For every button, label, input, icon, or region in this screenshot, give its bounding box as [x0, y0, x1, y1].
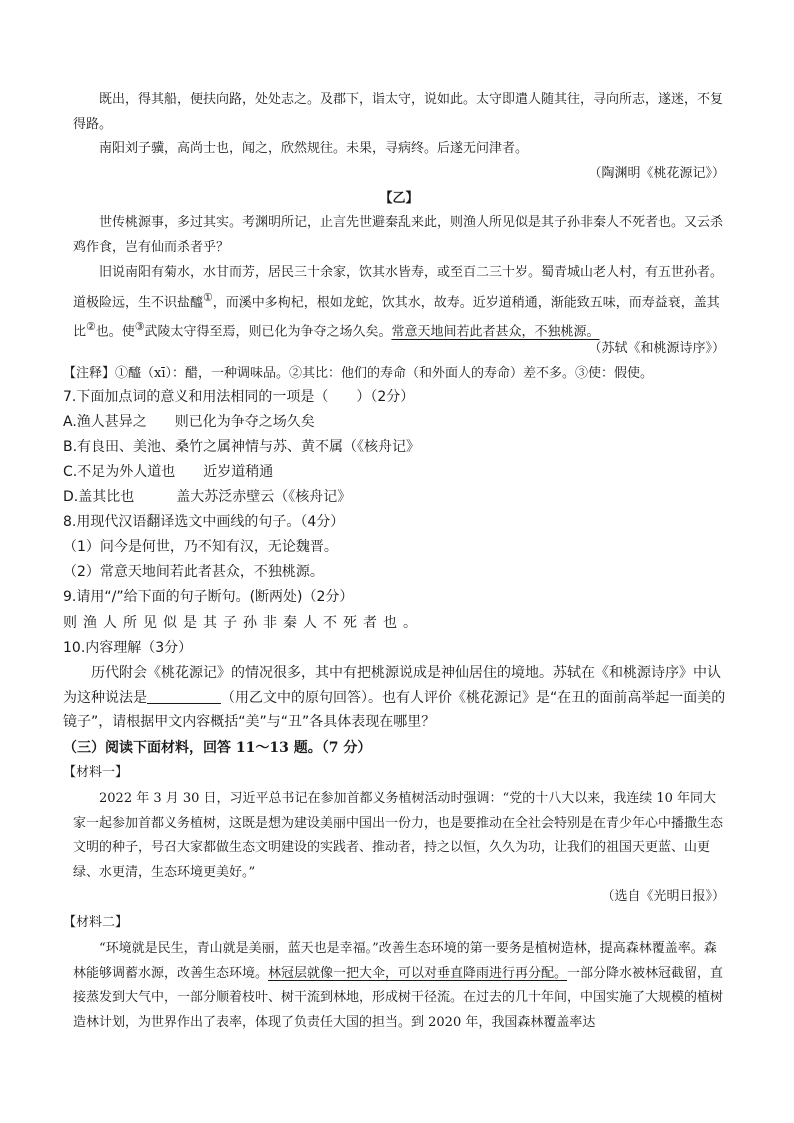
note-mark-2: ② — [86, 320, 96, 334]
material2-text — [73, 937, 725, 1035]
material2-text-part-a: “环境就是民生，青山就是美丽，蓝天也是幸福。”改善生态环境的第一要务是植树造林，提高森林覆盖率。森林能够调蓄水源，改善生态环境。 — [73, 941, 717, 981]
q10-stem: 10.内容理解（3分） — [63, 640, 193, 656]
note-mark-3: ③ — [134, 320, 145, 334]
q7-option-b: B.有良田、美池、桑竹之属神情与苏、黄不属（《核舟记》 — [63, 439, 421, 455]
q7-option-c: C.不足为外人道也 近岁道稍通 — [63, 464, 274, 480]
q7-stem: 7.下面加点词的意义和用法相同的一项是（ ）（2分） — [63, 389, 415, 405]
material1-label: 【材料一】 — [63, 765, 129, 780]
yi-paragraph-2 — [73, 261, 725, 345]
yi-para2-part-a: 旧说南阳有菊水，水甘而芳，居民三十余家，饮其水皆寿，或至百二三十岁。蜀青城山老人村，有五世孙者。道极险远，生不识盐醯 — [73, 265, 724, 310]
q10-body-part-a: 历代附会《桃花源记》的情况很多，其中有把桃源说成是神仙居住的境地。苏轼在《和桃源诗序》中认为这种说法是 — [63, 665, 721, 706]
q7-option-a: A.渔人甚异之 则已化为争夺之场久矣 — [63, 414, 315, 430]
note-mark-1: ① — [203, 290, 213, 304]
material2-text-part-b: 一部分降水被林冠截留，直接蒸发到大气中，一部分顺着枝叶、树干流到林地，形成树干径流。在过去的几十年间，中国实施了大规模的植树造林计划，为世界作出了表率，体现了负责任大国的担当。到 2020 年，我国森林覆盖率达 — [73, 965, 724, 1030]
yi-para2-part-c: 也。使 — [95, 324, 135, 340]
material2-label: 【材料二】 — [63, 915, 129, 930]
yi-underlined-sentence: 常意天地间若此者甚众，不独桃源。 — [391, 324, 600, 340]
q8-stem: 8.用现代汉语翻译选文中画线的句子。（4分） — [63, 514, 345, 530]
q10-answer-blank[interactable] — [147, 689, 221, 704]
yi-para2-part-d: 武陵太守得至焉，则已化为争夺之场久矣。 — [144, 324, 392, 340]
q9-sentence: 则渔人所见似是其子孙非秦人不死者也。 — [63, 615, 423, 631]
annotation-line: 【注释】①醯（xī）：醋，一种调味品。②其比：他们的寿命（和外面人的寿命）差不多。③使：假使。 — [63, 366, 653, 381]
q9-stem: 9.请用“/”给下面的句子断句。(断两处)（2分） — [63, 589, 354, 605]
yi-heading: 【乙】 — [379, 191, 419, 206]
material2-underlined-sentence: 林冠层就像一把大伞，可以对垂直降雨进行再分配。 — [268, 965, 568, 981]
yi-para2-part-b: ，而溪中多枸杞，根如龙蛇，饮其水，故寿。近岁道稍通，渐能致五味，而寿益衰，盖其比 — [73, 294, 720, 340]
material1-text: 2022 年 3 月 30 日，习近平总书记在参加首都义务植树活动时强调：“党的十八大以来，我连续 10 年同大家一起参加首都义务植树，这既是想为建设美丽中国出一份力，也是要推动在全社会特别是在青少年心中播撒生态文明的种子，号召大家都做生态文明建设的实践者、推动者，持之以恒，久久为功，让我们的祖国天更蓝、山更绿、水更清，生态环境更美好。” — [73, 791, 724, 880]
q7-option-d: D.盖其比也 盖大苏泛赤壁云（《核舟记》 — [63, 489, 352, 505]
q10-body-part-b: （用乙文中的原句回答）。也有人评价《桃花源记》是“在丑的面前高举起一面美的镜子”，请根据甲文内容概括“美”与“丑”各具体表现在哪里？ — [63, 689, 726, 730]
q10-body — [63, 661, 731, 735]
q8-item-2: （2）常意天地间若此者甚众，不独桃源。 — [63, 564, 324, 580]
jia-paragraph-2: 南阳刘子骥，高尚士也，闻之，欣然规往。未果，寻病终。后遂无问津者。 — [99, 141, 529, 156]
material1-source: （选自《光明日报》） — [601, 889, 725, 904]
yi-source: （苏轼《和桃源诗序》） — [588, 341, 725, 356]
yi-paragraph-1: 世传桃源事，多过其实。考渊明所记，止言先世避秦乱来此，则渔人所见似是其子孙非秦人不死者也。又云杀鸡作食，岂有仙而杀者乎？ — [73, 215, 724, 255]
jia-paragraph-1: 既出，得其船，便扶向路，处处志之。及郡下，诣太守，说如此。太守即遣人随其往，寻向所志，遂迷，不复得路。 — [73, 92, 724, 132]
q8-item-1: （1）问今是何世，乃不知有汉，无论魏晋。 — [63, 539, 338, 555]
jia-source: （陶渊明《桃花源记》） — [588, 166, 725, 181]
section3-heading: （三）阅读下面材料，回答 11～13 题。（7 分） — [63, 740, 372, 756]
